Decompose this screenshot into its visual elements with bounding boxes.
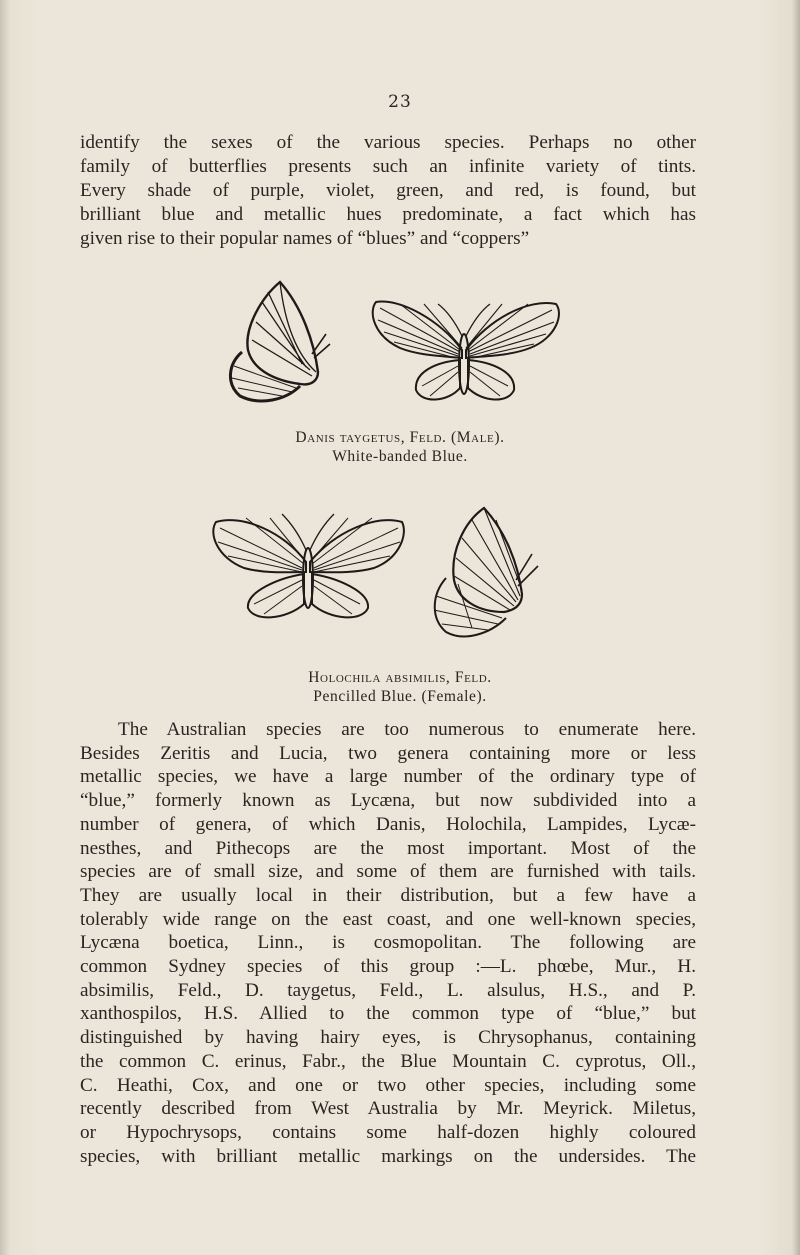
holochila-absimilis-illustration [206, 500, 551, 645]
body-text-line: the common C. erinus, Fabr., the Blue Mountain C. cyprotus, Oll., [80, 1050, 696, 1072]
intro-text-line: Every shade of purple, violet, green, and red, is found, but [80, 179, 696, 201]
holochila-side-view-icon [434, 508, 538, 636]
danis-side-view-icon [230, 282, 330, 401]
body-text-line: distinguished by having hairy eyes, is Chrysophanus, containing [80, 1027, 696, 1049]
body-text-line: “blue,” formerly known as Lycæna, but now subdivided into a [80, 790, 696, 812]
body-text-line: Besides Zeritis and Lucia, two genera containing more or less [80, 742, 696, 764]
body-text-line: tolerably wide range on the east coast, and one well-known species, [80, 908, 696, 930]
body-text-line: or Hypochrysops, contains some half-dozen highly coloured [80, 1121, 696, 1143]
body-text-line: number of genera, of which Danis, Holochila, Lampides, Lycæ- [80, 813, 696, 835]
body-text-line: species are of small size, and some of them are furnished with tails. [80, 861, 696, 883]
body-text-line: C. Heathi, Cox, and one or two other species, including some [80, 1074, 696, 1096]
figure1-caption-common-name: White-banded Blue. [332, 448, 468, 465]
intro-text-line: brilliant blue and metallic hues predominate, a fact which has [80, 203, 696, 225]
body-text-line: metallic species, we have a large number of the ordinary type of [80, 766, 696, 788]
body-text-line: absimilis, Feld., D. taygetus, Feld., L. alsulus, H.S., and P. [80, 979, 696, 1001]
body-text-line: xanthospilos, H.S. Allied to the common type of “blue,” but [80, 1003, 696, 1025]
page-number: 23 [388, 92, 412, 112]
body-text-line: Lycæna boetica, Linn., is cosmopolitan. The following are [80, 932, 696, 954]
body-text-line: species, with brilliant metallic markings on the undersides. The [80, 1145, 696, 1167]
body-text-line: They are usually local in their distribution, but a few have a [80, 884, 696, 906]
body-text-line: nesthes, and Pithecops are the most important. Most of the [80, 837, 696, 859]
figure1-caption-title: Danis taygetus, Feld. (Male). [295, 429, 505, 446]
holochila-spread-wings-icon [213, 514, 404, 617]
figure2-caption-common-name: Pencilled Blue. (Female). [313, 688, 487, 705]
figure2-caption-title: Holochila absimilis, Feld. [308, 669, 492, 686]
intro-paragraph [80, 131, 696, 251]
body-text-line: recently described from West Australia by Mr. Meyrick. Miletus, [80, 1098, 696, 1120]
intro-text-line: given rise to their popular names of “blues” and “coppers” [80, 227, 530, 249]
body-paragraph [80, 718, 696, 1168]
intro-text-line: identify the sexes of the various species. Perhaps no other [80, 132, 696, 153]
intro-text-line: family of butterflies presents such an infinite variety of tints. [80, 155, 696, 177]
danis-spread-wings-icon [373, 302, 559, 400]
body-text-line: common Sydney species of this group :—L. phœbe, Mur., H. [80, 956, 696, 978]
danis-taygetus-illustration [222, 272, 567, 422]
body-text-line: The Australian species are too numerous to enumerate here. [118, 719, 696, 740]
